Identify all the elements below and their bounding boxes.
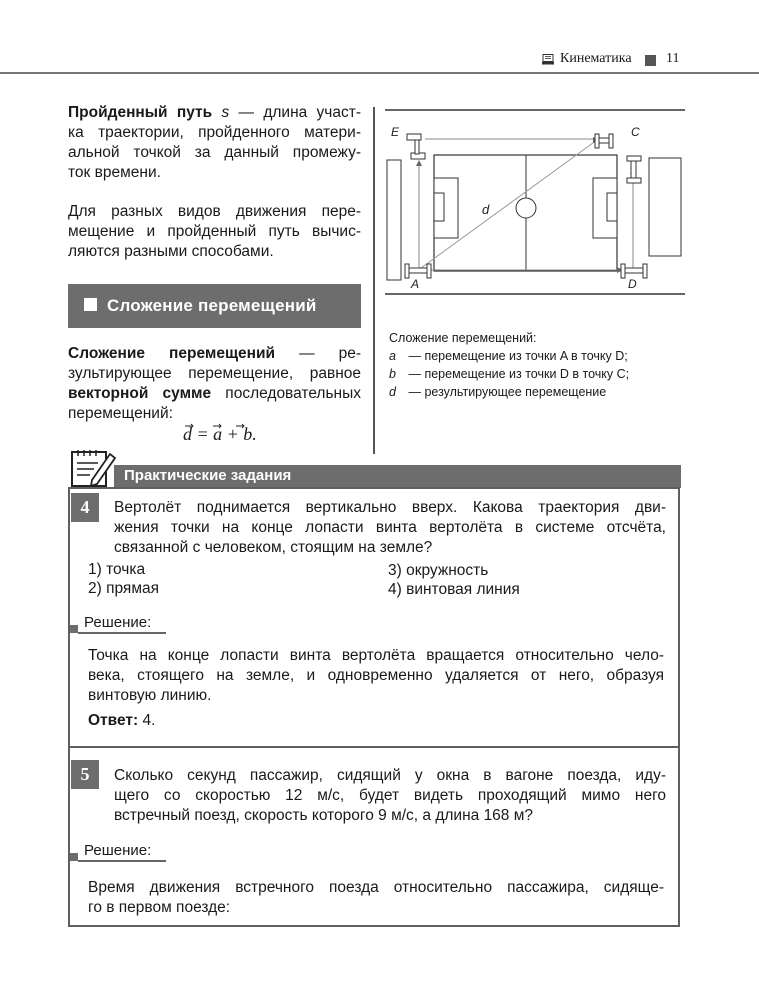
intro-line-4: ток времени. xyxy=(68,164,161,181)
practice-title: Практические задания xyxy=(124,467,292,484)
header-rule xyxy=(0,72,759,74)
task-4-question xyxy=(114,498,666,558)
tasks-separator xyxy=(68,746,680,748)
caption-item-d xyxy=(389,383,629,401)
task-5-question xyxy=(114,766,666,826)
def-line-4: перемещений: xyxy=(68,405,173,422)
vector-sum-formula: d = a + b. xyxy=(183,424,257,444)
task-4-option-2: 2) прямая xyxy=(88,580,159,597)
def-line-2: зультирующее перемещение, равное xyxy=(68,365,361,382)
page-number: 11 xyxy=(666,51,680,66)
caption-item-a xyxy=(389,347,629,365)
t5-q-line-1: Сколько секунд пассажир, сидящий у окна в вагоне поезда, иду- xyxy=(114,767,666,784)
task-4-option-3: 3) окружность xyxy=(388,562,489,579)
task-5-solution-label: Решение: xyxy=(84,842,152,859)
t4-s-line-2: века, стоящего на земле, и одновременно удаляется от него, образуя xyxy=(88,667,664,684)
label-d: d xyxy=(482,202,490,217)
t4-q-line-1: Вертолёт поднимается вертикально вверх. Какова траектория дви- xyxy=(114,499,666,516)
intro-paragraph xyxy=(68,103,361,183)
task-4-answer xyxy=(88,711,155,731)
task-5-number: 5 xyxy=(71,760,99,789)
task-4-solution xyxy=(88,646,664,706)
caption-symbol-b: b xyxy=(389,367,396,381)
t5-q-line-3: встречный поезд, скорость которого 9 м/с, а длина 168 м? xyxy=(114,807,534,824)
definition-paragraph xyxy=(68,344,361,424)
caption-text-b: — перемещение из точки D в точку C; xyxy=(405,367,630,381)
p2-line-1: Для разных видов движения пере- xyxy=(68,203,361,220)
solution-marker-5 xyxy=(70,853,78,861)
def-line-3-rest: последовательных xyxy=(211,385,361,402)
t5-s-line-2: го в первом поезде: xyxy=(88,899,231,916)
intro-line-3: альной точкой за данный промежу- xyxy=(68,144,361,161)
notebook-pencil-icon xyxy=(70,446,118,488)
intro-paragraph-2 xyxy=(68,202,361,262)
t4-q-line-3: связанной с человеком, стоящим на земле? xyxy=(114,539,433,556)
task-4-number: 4 xyxy=(71,493,99,522)
caption-title: Сложение перемещений: xyxy=(389,331,537,345)
solution-marker xyxy=(70,625,78,633)
caption-symbol-d: d xyxy=(389,385,396,399)
figure-caption xyxy=(389,329,629,401)
caption-item-b xyxy=(389,365,629,383)
task-5-solution xyxy=(88,878,664,918)
solution-underline xyxy=(78,632,166,634)
intro-line-1 xyxy=(68,103,361,123)
def-line-1-rest: — ре- xyxy=(299,345,361,362)
column-divider xyxy=(373,107,375,454)
book-icon xyxy=(542,54,554,65)
field-diagram xyxy=(385,108,685,308)
def-line-1 xyxy=(68,344,361,364)
section-title: Сложение перемещений xyxy=(107,296,317,315)
t4-s-line-1: Точка на конце лопасти винта вертолёта вращается относительно чело- xyxy=(88,647,664,664)
intro-term: Пройденный путь xyxy=(68,104,213,121)
t5-s-line-1: Время движения встречного поезда относительно пассажира, сидяще- xyxy=(88,879,664,896)
caption-text-d: — результирующее перемещение xyxy=(405,385,607,399)
answer-label: Ответ: xyxy=(88,712,139,729)
label-E: E xyxy=(391,125,400,139)
solution-underline-5 xyxy=(78,860,166,862)
intro-line-1-rest: — длина участ- xyxy=(229,104,362,121)
p2-line-3: ляются разными способами. xyxy=(68,243,274,260)
task-4-solution-label: Решение: xyxy=(84,614,152,631)
formula-arrows xyxy=(183,420,263,430)
p2-line-2: мещение и пройденный путь вычис- xyxy=(68,223,361,240)
def-line-3 xyxy=(68,384,361,404)
banner-square xyxy=(84,298,97,311)
intro-line-2: ка траектории, пройденного матери- xyxy=(68,124,361,141)
caption-symbol-a: a xyxy=(389,349,396,363)
label-D: D xyxy=(628,277,637,291)
def-term: Сложение перемещений xyxy=(68,345,276,362)
t4-q-line-2: жения точки на конце лопасти винта вертолёта в системе отсчёта, xyxy=(114,519,666,536)
def-term-2: векторной сумме xyxy=(68,385,212,402)
answer-value: 4. xyxy=(142,712,156,729)
header-square xyxy=(645,55,656,66)
chapter-title: Кинематика xyxy=(560,51,632,66)
label-C: C xyxy=(631,125,640,139)
t5-q-line-2: щего со скоростью 12 м/с, будет видеть проходящий мимо него xyxy=(114,787,666,804)
task-4-option-4: 4) винтовая линия xyxy=(388,581,520,598)
caption-text-a: — перемещение из точки A в точку D; xyxy=(405,349,628,363)
task-4-option-1: 1) точка xyxy=(88,561,146,578)
t4-s-line-3: винтовую линию. xyxy=(88,687,212,704)
intro-var: s xyxy=(221,104,230,121)
label-A: A xyxy=(411,277,420,291)
